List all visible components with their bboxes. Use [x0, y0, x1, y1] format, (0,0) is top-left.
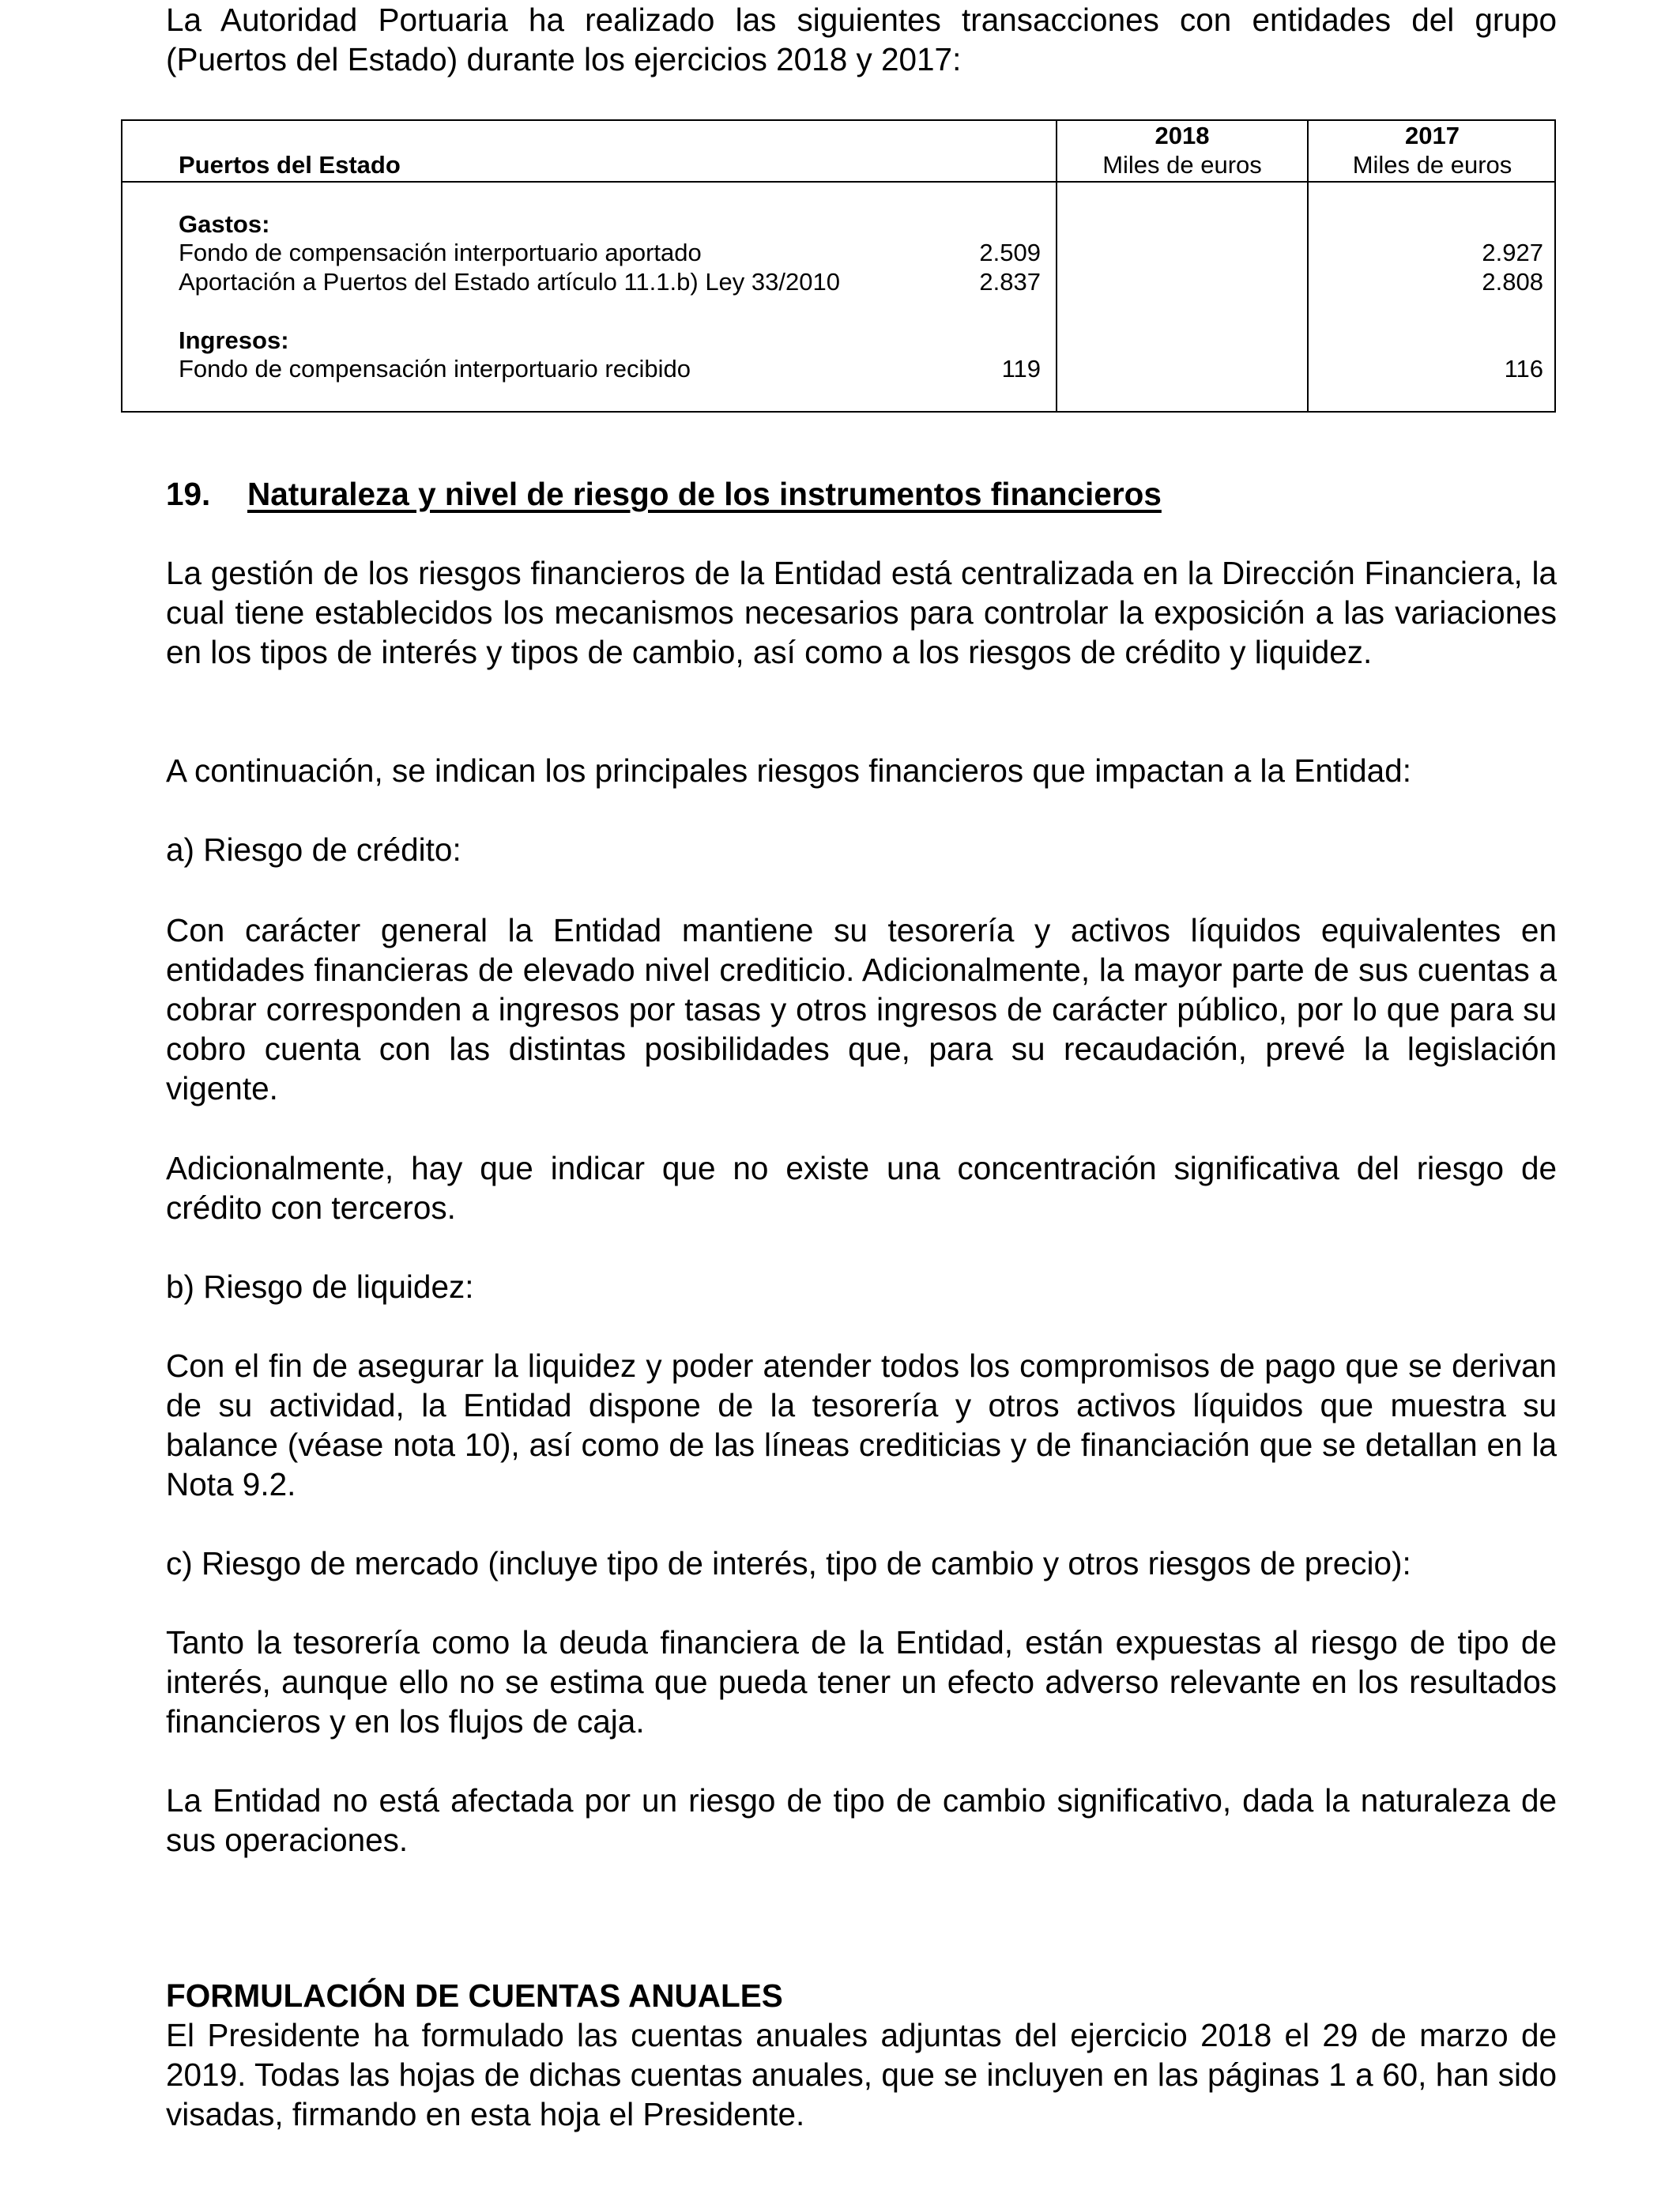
liquidity-risk-paragraph: Con el fin de asegurar la liquidez y poder atender todos los compromisos de pago que se derivan de su actividad, la Entidad dispone de la tesorería y otros activos líquidos que muestra su balance (véase nota 10), así como de las líneas crediticias y de financiación que se detallan en la Nota 9.2. [166, 1348, 1557, 1502]
credit-risk-title: a) Riesgo de crédito: [166, 831, 461, 868]
transactions-table [121, 119, 1556, 413]
table-cell-2018: 119 [1001, 355, 1041, 383]
unit-2018-header: Miles de euros [1102, 151, 1262, 179]
section-19-paragraph-1: La gestión de los riesgos financieros de la Entidad está centralizada en la Dirección Financiera, la cual tiene establecidos los mecanismos necesarios para controlar la exposición a las variaciones en los tipos de interés y tipos de cambio, así como a los riesgos de crédito y liquidez. [166, 555, 1557, 670]
formulacion-heading: FORMULACIÓN DE CUENTAS ANUALES [166, 1977, 783, 2014]
market-risk-paragraph-2: La Entidad no está afectada por un riesgo de tipo de cambio significativo, dada la naturaleza de sus operaciones. [166, 1782, 1557, 1858]
table-row-label: Aportación a Puertos del Estado artículo 11.1.b) Ley 33/2010 [179, 268, 840, 296]
year-2017-header: 2017 [1405, 122, 1460, 149]
market-risk-paragraph-1: Tanto la tesorería como la deuda financiera de la Entidad, están expuestas al riesgo de tipo de interés, aunque ello no se estima que pueda tener un efecto adverso relevante en los resultados financieros y en los flujos de caja. [166, 1624, 1557, 1740]
section-number: 19. [166, 476, 211, 512]
gastos-title: Gastos: [179, 210, 270, 238]
liquidity-risk-title: b) Riesgo de liquidez: [166, 1269, 474, 1305]
market-risk-title: c) Riesgo de mercado (incluye tipo de interés, tipo de cambio y otros riesgos de precio): [166, 1545, 1411, 1581]
year-2018-header: 2018 [1155, 122, 1210, 149]
unit-2017-header: Miles de euros [1352, 151, 1512, 179]
ingresos-title: Ingresos: [179, 326, 289, 354]
header-divider [122, 181, 1554, 183]
table-cell-2018: 2.509 [979, 239, 1041, 266]
table-entity-header: Puertos del Estado [179, 151, 401, 179]
section-title: Naturaleza y nivel de riesgo de los instrumentos financieros [247, 476, 1162, 512]
credit-risk-paragraph-1: Con carácter general la Entidad mantiene su tesorería y activos líquidos equivalentes en entidades financieras de elevado nivel crediticio. Adicionalmente, la mayor parte de sus cuentas a cobrar corresponden a ingresos por tasas y otros ingresos de carácter público, por lo que para su cobro cuenta con las distintas posibilidades que, para su recaudación, prevé la legislación vigente. [166, 912, 1557, 1106]
table-cell-2017: 2.808 [1482, 268, 1543, 296]
formulacion-paragraph: El Presidente ha formulado las cuentas anuales adjuntas del ejercicio 2018 el 29 de marzo de 2019. Todas las hojas de dichas cuentas anuales, que se incluyen en las páginas 1 a 60, han sido visadas, firmando en esta hoja el Presidente. [166, 2017, 1557, 2132]
table-cell-2017: 2.927 [1482, 239, 1543, 266]
section-19-heading [166, 474, 1162, 514]
intro-paragraph: La Autoridad Portuaria ha realizado las siguientes transacciones con entidades del grupo (Puertos del Estado) durante los ejercicios 2018 y 2017: [166, 2, 1557, 77]
credit-risk-paragraph-2: Adicionalmente, hay que indicar que no existe una concentración significativa del riesgo de crédito con terceros. [166, 1150, 1557, 1226]
table-cell-2018: 2.837 [979, 268, 1041, 296]
table-row-label: Fondo de compensación interportuario recibido [179, 355, 691, 383]
section-19-paragraph-2: A continuación, se indican los principales riesgos financieros que impactan a la Entidad: [166, 752, 1411, 789]
table-cell-2017: 116 [1504, 355, 1543, 383]
table-row-label: Fondo de compensación interportuario aportado [179, 239, 702, 266]
